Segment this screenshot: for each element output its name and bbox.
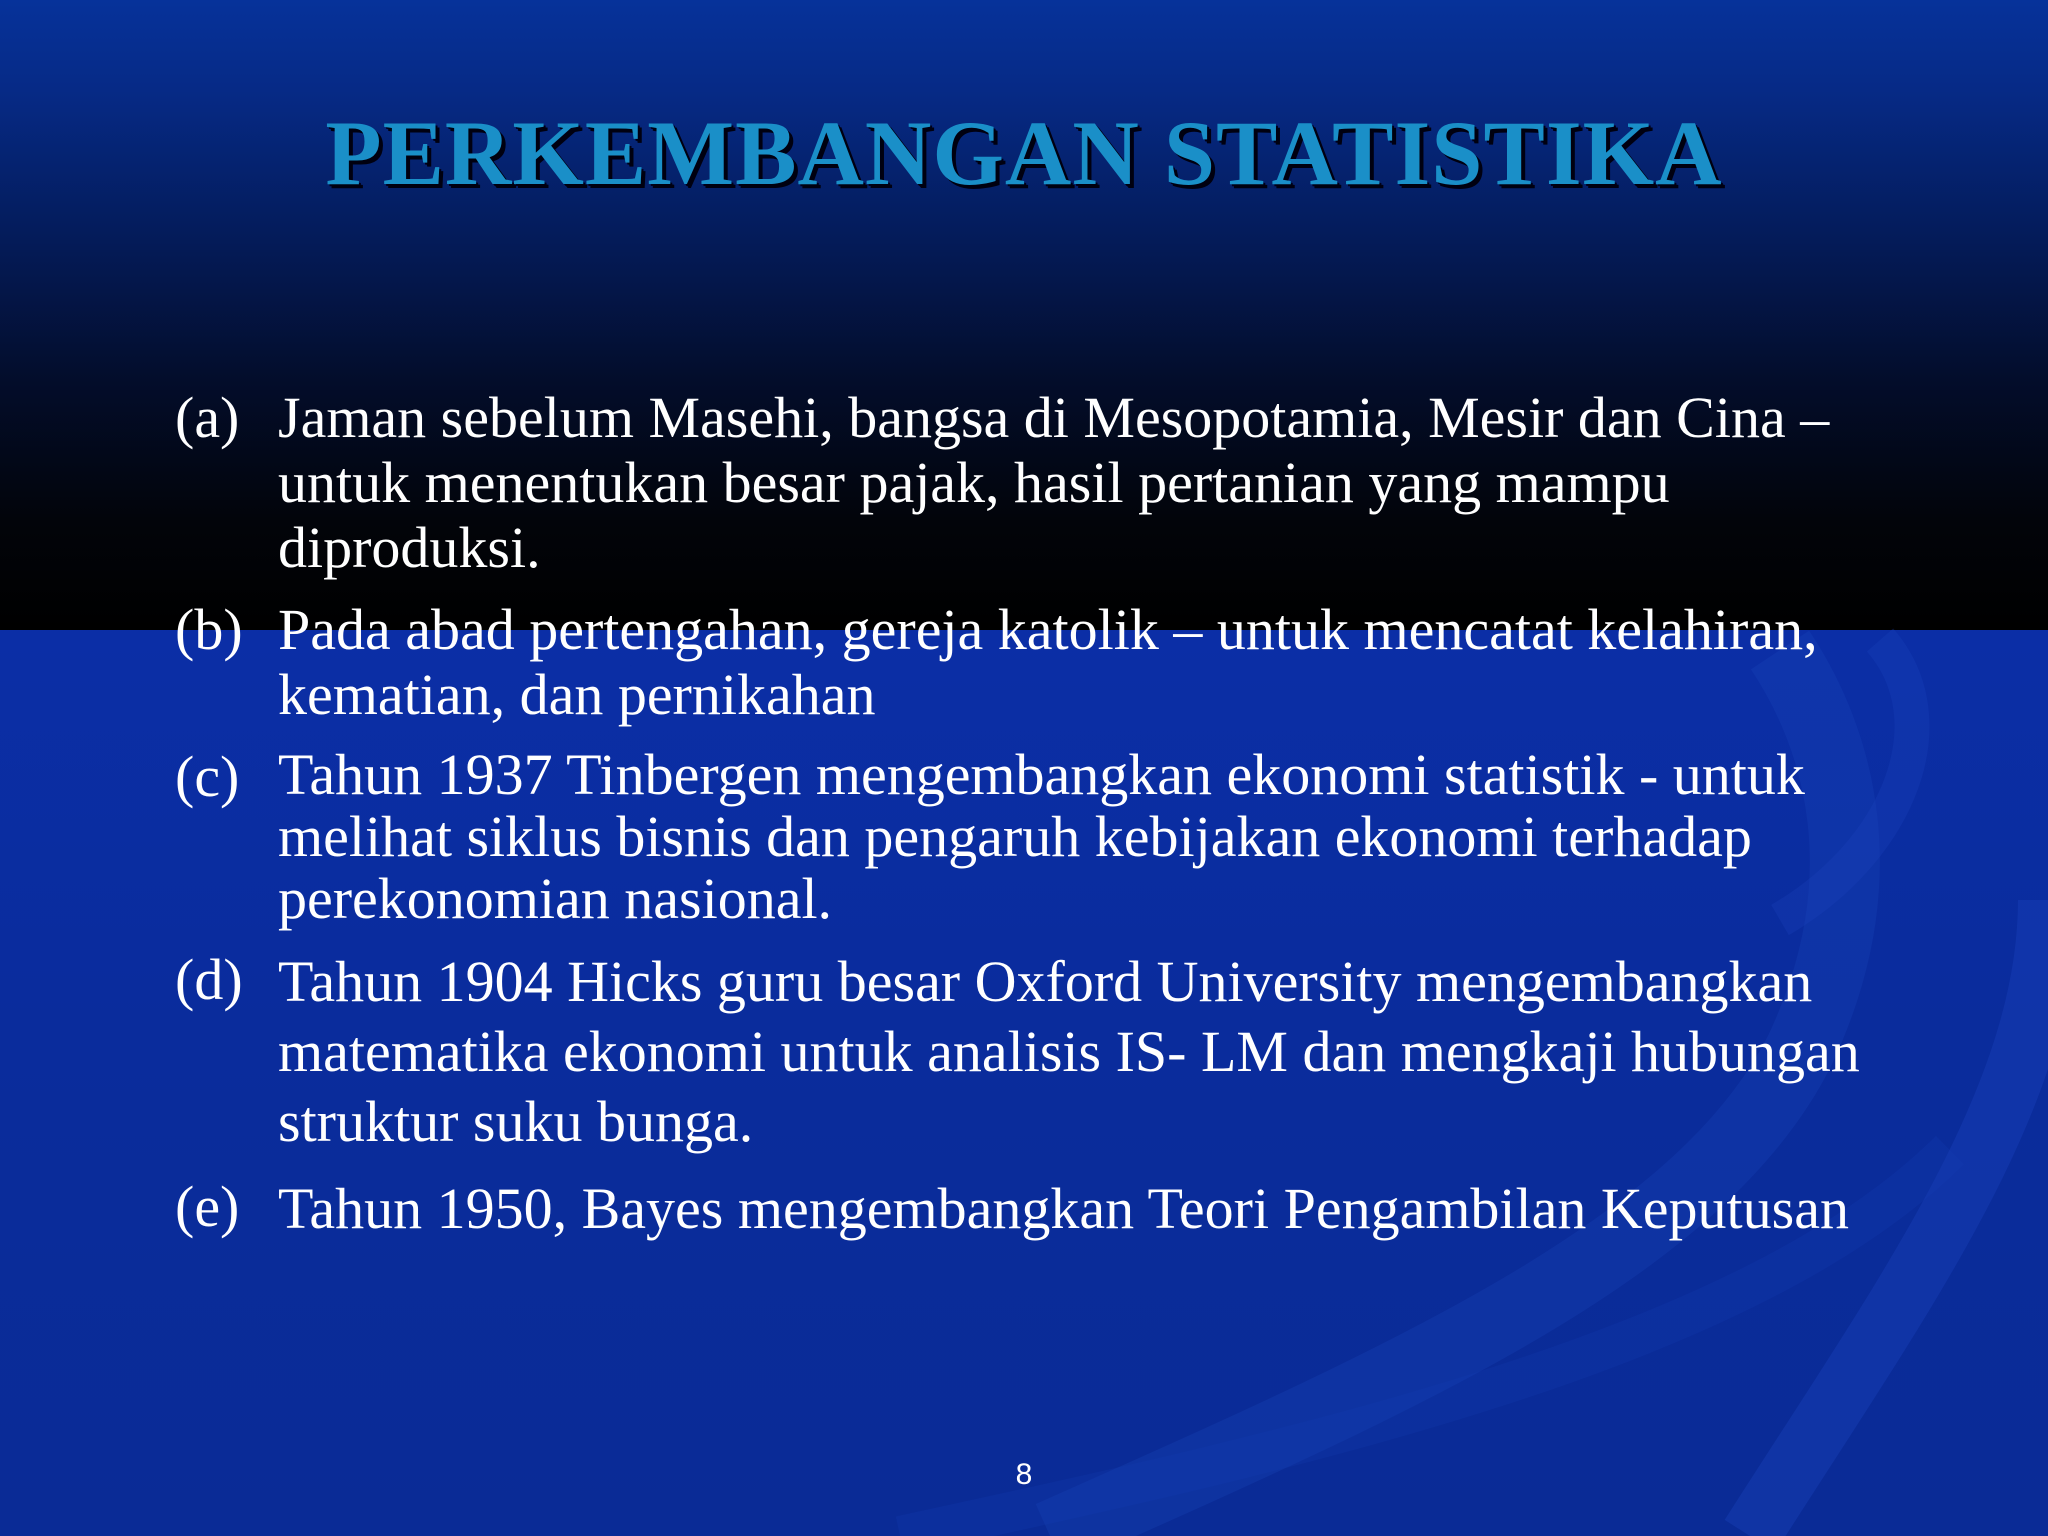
list-item-text: Tahun 1937 Tinbergen mengembangkan ekonomi statistik - untuk melihat siklus bisnis dan pengaruh kebijakan ekonomi terhadap perekonomian nasional. — [278, 742, 1805, 931]
list-item — [175, 385, 1895, 580]
list-item-marker: (a) — [175, 385, 240, 450]
list-item-text: Jaman sebelum Masehi, bangsa di Mesopotamia, Mesir dan Cina – untuk menentukan besar pajak, hasil pertanian yang mampu diproduksi. — [278, 385, 1830, 580]
list-item-marker: (b) — [175, 597, 243, 662]
list-item-marker: (e) — [175, 1174, 240, 1239]
slide-title: PERKEMBANGAN STATISTIKA — [325, 102, 1723, 204]
list-item-text: Pada abad pertengahan, gereja katolik – untuk mencatat kelahiran, kematian, dan pernikahan — [278, 597, 1818, 727]
list-item — [175, 744, 1895, 930]
list-item-marker: (c) — [175, 744, 240, 809]
list-item-text: Tahun 1904 Hicks guru besar Oxford University mengembangkan matematika ekonomi untuk analisis IS- LM dan mengkaji hubungan struktur suku bunga. — [278, 949, 1860, 1154]
list-item — [175, 597, 1895, 727]
history-list — [175, 385, 1895, 1244]
list-item — [175, 947, 1895, 1157]
list-item-text: Tahun 1950, Bayes mengembangkan Teori Pengambilan Keputusan — [278, 1176, 1849, 1241]
page-number: 8 — [1015, 1458, 1033, 1491]
list-item — [175, 1174, 1895, 1244]
list-item-marker: (d) — [175, 947, 243, 1012]
